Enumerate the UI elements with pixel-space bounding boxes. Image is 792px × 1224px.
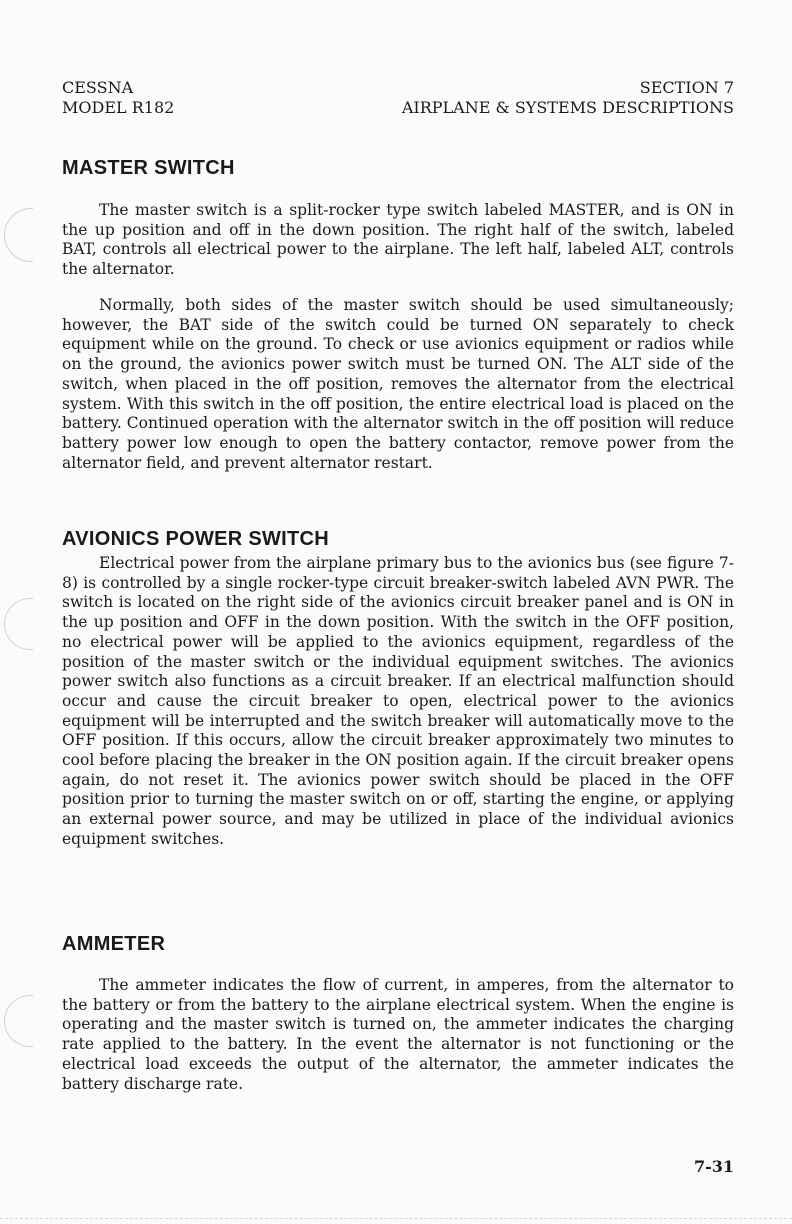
page-number: 7-31 xyxy=(693,1157,734,1176)
section-number: SECTION 7 xyxy=(639,78,734,97)
avionics-power-switch-paragraph: Electrical power from the airplane primary bus to the avionics bus (see figure 7-8) is controlled by a single rocker-type circuit breaker-switch labeled AVN PWR. The switch is located on the right side of the avionics circuit breaker panel and is ON in the up position and OFF in the down position. With the switch in the OFF position, no electrical power will be applied to the avionics equipment, regardless of the position of the master switch or the individual equipment switches. The avionics power switch also functions as a circuit breaker. If an electrical malfunction should occur and cause the circuit breaker to open, electrical power to the avionics equipment will be interrupted and the switch breaker will automatically move to the OFF position. If this occurs, allow the circuit breaker approximately two minutes to cool before placing the breaker in the ON position again. If the circuit breaker opens again, do not reset it. The avionics power switch should be placed in the OFF position prior to turning the master switch on or off, starting the engine, or applying an external power source, and may be utilized in place of the individual avionics equipment switches. xyxy=(62,554,734,848)
ammeter-paragraph: The ammeter indicates the flow of current, in amperes, from the alternator to the battery or from the battery to the airplane electrical system. When the engine is operating and the master switch is turned on, the ammeter indicates the charging rate applied to the battery. In the event the alternator is not functioning or the electrical load exceeds the output of the alternator, the ammeter indicates the battery discharge rate. xyxy=(62,976,734,1093)
page-bottom-edge xyxy=(0,1218,792,1219)
ammeter-heading: AMMETER xyxy=(62,933,166,955)
binder-hole-middle xyxy=(4,598,33,650)
master-switch-paragraph-2: Normally, both sides of the master switch should be used simultaneously; however, the BAT side of the switch could be turned ON separately to check equipment while on the ground. To check or use avionics equipment or radios while on the ground, the avionics power switch must be turned ON. The ALT side of the switch, when placed in the off position, removes the alternator from the electrical system. With this switch in the off position, the entire electrical load is placed on the battery. Continued operation with the alternator switch in the off position will reduce battery power low enough to open the battery contactor, remove power from the alternator field, and prevent alternator restart. xyxy=(62,296,734,472)
master-switch-heading: MASTER SWITCH xyxy=(62,157,235,179)
binder-hole-bottom xyxy=(4,995,33,1047)
avionics-power-switch-heading: AVIONICS POWER SWITCH xyxy=(62,528,330,550)
master-switch-paragraph-1: The master switch is a split-rocker type switch labeled MASTER, and is ON in the up position and off in the down position. The right half of the switch, labeled BAT, controls all electrical power to the airplane. The left half, labeled ALT, controls the alternator. xyxy=(62,201,734,279)
model-label: MODEL R182 xyxy=(62,98,175,117)
manufacturer-label: CESSNA xyxy=(62,78,134,97)
binder-hole-top xyxy=(4,208,33,262)
header-right xyxy=(402,78,734,118)
section-title: AIRPLANE & SYSTEMS DESCRIPTIONS xyxy=(401,98,734,117)
header-left xyxy=(62,78,174,118)
